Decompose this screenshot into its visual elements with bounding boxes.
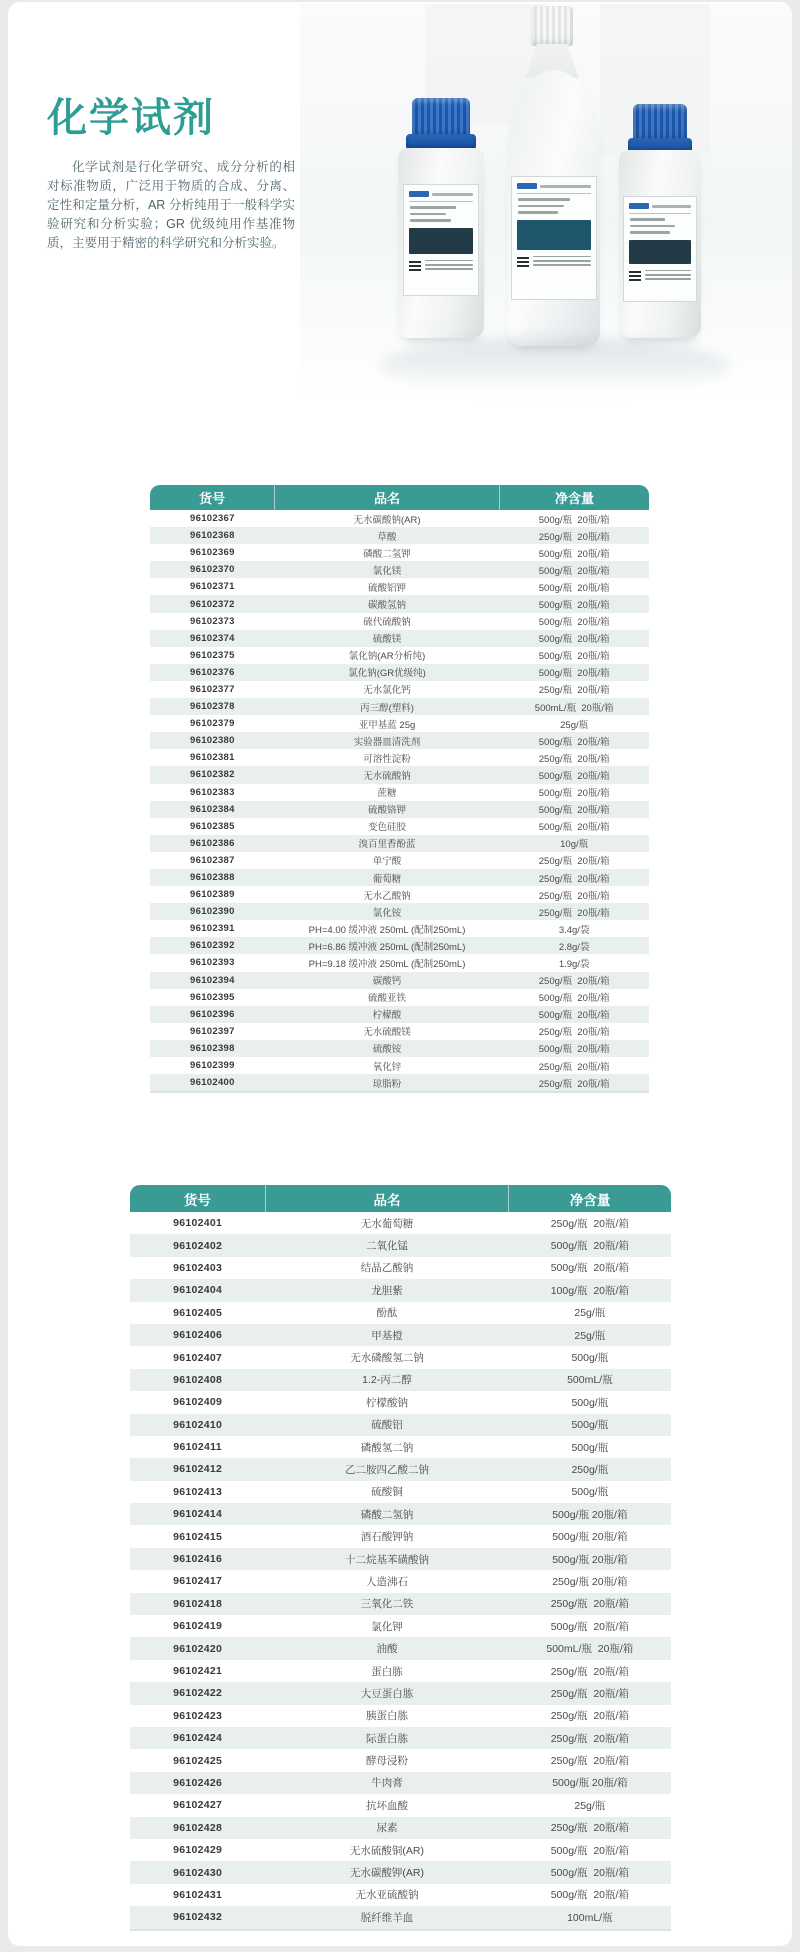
- cell-quantity: 500g/瓶 20瓶/箱: [550, 1240, 629, 1253]
- cell-name: 无水磷酸氢二钠: [350, 1352, 424, 1365]
- cell-quantity: 250g/瓶 20瓶/箱: [538, 976, 610, 988]
- table-row: [150, 852, 649, 869]
- cell-code: 96102398: [190, 1042, 235, 1054]
- cell-code: 96102376: [190, 666, 235, 678]
- cell-name: 蔗糖: [377, 788, 397, 800]
- cell-code: 96102386: [190, 837, 235, 849]
- table-row: [150, 972, 649, 989]
- cell-quantity: 500g/瓶 20瓶/箱: [538, 736, 610, 748]
- cell-code: 96102399: [190, 1060, 235, 1072]
- cell-code: 96102409: [173, 1396, 223, 1409]
- cell-quantity: 500g/瓶 20瓶/箱: [550, 1620, 629, 1633]
- cell-quantity: 500g/瓶 20瓶/箱: [550, 1262, 629, 1275]
- cell-code: 96102403: [173, 1261, 223, 1274]
- cell-quantity: 500g/瓶 20瓶/箱: [552, 1508, 628, 1521]
- cell-code: 96102406: [173, 1329, 223, 1342]
- cell-name: 硫代硫酸钠: [363, 617, 411, 629]
- bottle-middle-label: [511, 176, 597, 300]
- table-row: [150, 715, 649, 732]
- cell-quantity: 1.9g/袋: [558, 958, 590, 970]
- table-row: [150, 920, 649, 937]
- cell-code: 96102377: [190, 683, 235, 695]
- cell-quantity: 500g/瓶 20瓶/箱: [538, 600, 610, 612]
- cell-name: 1.2-丙二醇: [362, 1374, 412, 1387]
- cell-name: 硫酸铵: [372, 1044, 402, 1056]
- cell-code: 96102418: [173, 1597, 223, 1610]
- cell-name: 无水硫酸钠: [363, 770, 411, 782]
- cell-code: 96102385: [190, 820, 235, 832]
- table-row: [130, 1705, 671, 1727]
- cell-quantity: 500mL/瓶: [567, 1374, 613, 1387]
- cell-code: 96102379: [190, 718, 235, 730]
- cell-quantity: 500g/瓶 20瓶/箱: [538, 582, 610, 594]
- cell-quantity: 10g/瓶: [560, 839, 589, 851]
- cell-code: 96102381: [190, 752, 235, 764]
- cell-quantity: 250g/瓶 20瓶/箱: [552, 1575, 628, 1588]
- cell-name: 硫酸镁: [372, 634, 402, 646]
- table-row: [150, 1040, 649, 1057]
- cell-quantity: 25g/瓶: [560, 719, 589, 731]
- label-dark-block: [409, 228, 473, 254]
- table-row: [130, 1257, 671, 1279]
- table-row: [150, 818, 649, 835]
- cell-quantity: 250g/瓶 20瓶/箱: [550, 1732, 629, 1745]
- table-row: [150, 1057, 649, 1074]
- cell-name: 单宁酸: [372, 856, 402, 868]
- cell-name: 无水氯化钙: [363, 685, 411, 697]
- table-row: [130, 1570, 671, 1592]
- table-row: [130, 1817, 671, 1839]
- cell-name: 磷酸二氢钾: [363, 548, 411, 560]
- table-row: [150, 578, 649, 595]
- table-row: [150, 937, 649, 954]
- table-row: [130, 1772, 671, 1794]
- table-row: [130, 1593, 671, 1615]
- table-header-row: [150, 485, 649, 510]
- bottle-left-label: [403, 184, 479, 296]
- label-logo-row: [517, 181, 591, 194]
- cell-code: 96102424: [173, 1732, 223, 1745]
- cell-code: 96102414: [173, 1508, 223, 1521]
- cell-quantity: 25g/瓶: [574, 1799, 606, 1812]
- cell-name: 无水硫酸铜(AR): [349, 1844, 425, 1857]
- cell-name: 硫酸铝: [371, 1419, 403, 1432]
- cell-name: 氯化铵: [372, 907, 402, 919]
- cell-code: 96102413: [173, 1485, 223, 1498]
- table-row: [150, 989, 649, 1006]
- cell-code: 96102391: [190, 923, 235, 935]
- cell-code: 96102384: [190, 803, 235, 815]
- table-row: [150, 698, 649, 715]
- brand-logo: [517, 183, 537, 189]
- cell-name: 柠檬酸: [372, 1010, 402, 1022]
- bottles-reflection: [380, 338, 730, 394]
- cell-quantity: 500g/瓶: [571, 1352, 609, 1365]
- cell-code: 96102428: [173, 1821, 223, 1834]
- cell-name: 际蛋白胨: [365, 1732, 408, 1745]
- cell-quantity: 250g/瓶 20瓶/箱: [550, 1217, 629, 1230]
- cell-code: 96102393: [190, 957, 235, 969]
- cell-quantity: 500g/瓶 20瓶/箱: [538, 805, 610, 817]
- cell-quantity: 500g/瓶 20瓶/箱: [552, 1777, 628, 1790]
- table-row: [130, 1884, 671, 1906]
- cell-code: 96102396: [190, 1008, 235, 1020]
- cell-code: 96102387: [190, 854, 235, 866]
- cell-code: 96102415: [173, 1530, 223, 1543]
- table-row: [130, 1324, 671, 1346]
- cell-code: 96102382: [190, 769, 235, 781]
- table-row: [130, 1391, 671, 1413]
- cell-quantity: 250g/瓶 20瓶/箱: [538, 1061, 610, 1073]
- cell-name: 硫酸铬钾: [368, 805, 407, 817]
- table-row: [130, 1682, 671, 1704]
- cell-name: 可溶性淀粉: [363, 753, 411, 765]
- label-dark-block: [629, 240, 691, 264]
- table-body: [130, 1212, 671, 1931]
- cell-name: 氯化钠(AR分析纯): [348, 651, 426, 663]
- cell-quantity: 500g/瓶: [571, 1441, 609, 1454]
- cell-code: 96102430: [173, 1866, 223, 1879]
- table-row: [130, 1481, 671, 1503]
- cell-name: 磷酸二氢钠: [360, 1508, 414, 1521]
- table-row: [150, 801, 649, 818]
- bottle-middle-cap: [531, 6, 573, 46]
- cell-name: 无水硫酸镁: [363, 1027, 411, 1039]
- cell-code: 96102389: [190, 889, 235, 901]
- table-row: [150, 903, 649, 920]
- column-header: 净含量: [508, 1185, 671, 1212]
- cell-quantity: 500g/瓶 20瓶/箱: [538, 548, 610, 560]
- cell-code: 96102407: [173, 1351, 223, 1364]
- cell-code: 96102373: [190, 615, 235, 627]
- cell-code: 96102417: [173, 1575, 223, 1588]
- table-row: [150, 510, 649, 527]
- table-row: [150, 886, 649, 903]
- cell-name: 亚甲基蓝 25g: [358, 719, 416, 731]
- cell-code: 96102369: [190, 547, 235, 559]
- cell-name: 胰蛋白胨: [365, 1710, 408, 1723]
- cell-quantity: 2.8g/袋: [558, 941, 590, 953]
- cell-name: 碳酸氢钠: [368, 600, 407, 612]
- cell-name: 尿素: [376, 1822, 398, 1835]
- table-row: [130, 1727, 671, 1749]
- cell-quantity: 500g/瓶 20瓶/箱: [538, 822, 610, 834]
- table-row: [150, 527, 649, 544]
- table-row: [150, 749, 649, 766]
- cell-name: PH=4.00 缓冲液 250mL (配制250mL): [308, 924, 466, 936]
- cell-quantity: 500g/瓶 20瓶/箱: [538, 993, 610, 1005]
- cell-quantity: 250g/瓶 20瓶/箱: [538, 753, 610, 765]
- cell-quantity: 500g/瓶 20瓶/箱: [550, 1844, 629, 1857]
- cell-code: 96102425: [173, 1754, 223, 1767]
- cell-quantity: 500g/瓶: [571, 1419, 609, 1432]
- cell-code: 96102429: [173, 1844, 223, 1857]
- cell-code: 96102432: [173, 1911, 223, 1924]
- cell-name: 无水碳酸钾(AR): [349, 1867, 425, 1880]
- brand-logo: [629, 203, 649, 209]
- cell-code: 96102390: [190, 906, 235, 918]
- cell-code: 96102368: [190, 530, 235, 542]
- table-row: [130, 1794, 671, 1816]
- cell-quantity: 500g/瓶 20瓶/箱: [538, 1044, 610, 1056]
- cell-name: 琼脂粉: [372, 1078, 402, 1090]
- cell-code: 96102383: [190, 786, 235, 798]
- table-row: [150, 630, 649, 647]
- cell-quantity: 250g/瓶 20瓶/箱: [538, 531, 610, 543]
- cell-quantity: 25g/瓶: [574, 1307, 606, 1320]
- table-row: [130, 1369, 671, 1391]
- cell-code: 96102367: [190, 513, 235, 525]
- table-row: [130, 1615, 671, 1637]
- table-row: [130, 1749, 671, 1771]
- cell-name: 十二烷基苯磺酸钠: [344, 1553, 429, 1566]
- cell-quantity: 500g/瓶 20瓶/箱: [538, 565, 610, 577]
- cell-quantity: 250g/瓶 20瓶/箱: [538, 685, 610, 697]
- cell-name: 硫酸亚铁: [368, 993, 407, 1005]
- cell-name: 蛋白胨: [371, 1665, 403, 1678]
- cell-name: 硫酸铝钾: [368, 582, 407, 594]
- table-row: [150, 784, 649, 801]
- table-row: [150, 1023, 649, 1040]
- brand-logo: [409, 191, 429, 197]
- cell-name: 油酸: [376, 1643, 398, 1656]
- column-header: 品名: [265, 1185, 509, 1212]
- cell-quantity: 500mL/瓶 20瓶/箱: [546, 1643, 634, 1656]
- cell-code: 96102423: [173, 1709, 223, 1722]
- cell-quantity: 500g/瓶 20瓶/箱: [538, 651, 610, 663]
- table-row: [150, 1006, 649, 1023]
- cell-name: 甲基橙: [371, 1329, 403, 1342]
- cell-code: 96102375: [190, 649, 235, 661]
- cell-name: 无水亚硫酸钠: [355, 1889, 419, 1902]
- cell-name: 二氧化锰: [365, 1240, 408, 1253]
- table-header-row: [130, 1185, 671, 1212]
- table-row: [130, 1414, 671, 1436]
- cell-name: 碳酸钙: [372, 976, 402, 988]
- cell-code: 96102372: [190, 598, 235, 610]
- product-photo: [300, 4, 792, 404]
- cell-name: 葡萄糖: [372, 873, 402, 885]
- cell-quantity: 500g/瓶: [571, 1486, 609, 1499]
- cell-name: 氯化钠(GR优级纯): [348, 668, 426, 680]
- cell-name: 牛肉膏: [371, 1777, 403, 1790]
- cell-code: 96102401: [173, 1217, 223, 1230]
- table-row: [130, 1637, 671, 1659]
- cell-code: 96102408: [173, 1373, 223, 1386]
- cell-code: 96102370: [190, 564, 235, 576]
- cell-quantity: 500g/瓶 20瓶/箱: [538, 617, 610, 629]
- table-body: [150, 510, 649, 1093]
- cell-quantity: 250g/瓶 20瓶/箱: [550, 1822, 629, 1835]
- table-row: [130, 1346, 671, 1368]
- cell-code: 96102400: [190, 1077, 235, 1089]
- label-dark-block: [517, 220, 591, 250]
- cell-code: 96102388: [190, 872, 235, 884]
- column-header: 净含量: [499, 485, 649, 510]
- cell-code: 96102392: [190, 940, 235, 952]
- cell-quantity: 500g/瓶 20瓶/箱: [550, 1889, 629, 1902]
- cell-name: 实验器皿清洗剂: [353, 736, 421, 748]
- table-row: [130, 1302, 671, 1324]
- cell-name: 氯化镁: [372, 565, 402, 577]
- cell-name: 酚酞: [376, 1307, 398, 1320]
- table-row: [130, 1436, 671, 1458]
- table-row: [130, 1279, 671, 1301]
- cell-code: 96102397: [190, 1025, 235, 1037]
- table-row: [150, 681, 649, 698]
- cell-name: 结晶乙酸钠: [360, 1262, 414, 1275]
- cell-quantity: 100g/瓶 20瓶/箱: [550, 1284, 629, 1297]
- table-row: [130, 1525, 671, 1547]
- table-row: [150, 664, 649, 681]
- cell-quantity: 500g/瓶 20瓶/箱: [538, 770, 610, 782]
- cell-quantity: 500g/瓶 20瓶/箱: [552, 1531, 628, 1544]
- table-row: [150, 732, 649, 749]
- cell-name: 酵母浸粉: [365, 1755, 408, 1768]
- cell-quantity: 250g/瓶 20瓶/箱: [538, 890, 610, 902]
- product-table-1: [150, 485, 649, 1093]
- cell-code: 96102380: [190, 735, 235, 747]
- label-logo-row: [409, 189, 473, 202]
- cell-quantity: 250g/瓶 20瓶/箱: [550, 1755, 629, 1768]
- cell-code: 96102420: [173, 1642, 223, 1655]
- cell-name: 无水碳酸钠(AR): [353, 514, 421, 526]
- cell-name: 磷酸氢二钠: [360, 1441, 414, 1454]
- table-row: [150, 613, 649, 630]
- cell-quantity: 250g/瓶 20瓶/箱: [550, 1665, 629, 1678]
- table-row: [150, 647, 649, 664]
- table-row: [130, 1458, 671, 1480]
- cell-quantity: 500g/瓶 20瓶/箱: [550, 1867, 629, 1880]
- cell-code: 96102371: [190, 581, 235, 593]
- cell-code: 96102404: [173, 1284, 223, 1297]
- bottle-right-label: [623, 196, 697, 302]
- cell-quantity: 250g/瓶 20瓶/箱: [550, 1710, 629, 1723]
- cell-quantity: 250g/瓶 20瓶/箱: [538, 1027, 610, 1039]
- cell-name: 人造沸石: [365, 1575, 408, 1588]
- cell-code: 96102410: [173, 1418, 223, 1431]
- cell-name: PH=9.18 缓冲液 250mL (配制250mL): [308, 958, 466, 970]
- cell-quantity: 250g/瓶 20瓶/箱: [538, 907, 610, 919]
- cell-code: 96102431: [173, 1888, 223, 1901]
- cell-quantity: 25g/瓶: [574, 1329, 606, 1342]
- cell-code: 96102416: [173, 1553, 223, 1566]
- cell-code: 96102422: [173, 1687, 223, 1700]
- cell-name: PH=6.86 缓冲液 250mL (配制250mL): [308, 941, 466, 953]
- table-row: [130, 1548, 671, 1570]
- cell-name: 无水乙酸钠: [363, 890, 411, 902]
- cell-quantity: 100mL/瓶: [567, 1911, 613, 1924]
- cell-name: 柠檬酸钠: [365, 1396, 408, 1409]
- qr-code: [517, 255, 529, 267]
- table-row: [130, 1212, 671, 1234]
- cell-code: 96102402: [173, 1239, 223, 1252]
- table-row: [150, 766, 649, 783]
- cell-name: 抗坏血酸: [365, 1799, 408, 1812]
- table-row: [130, 1234, 671, 1256]
- column-header: 货号: [199, 491, 226, 506]
- cell-quantity: 3.4g/袋: [558, 924, 590, 936]
- cell-name: 溴百里香酚蓝: [358, 839, 416, 851]
- cell-name: 氯化钾: [371, 1620, 403, 1633]
- table-row: [130, 1503, 671, 1525]
- table-row: [150, 561, 649, 578]
- product-table-2: [130, 1185, 671, 1931]
- label-logo-row: [629, 201, 691, 214]
- cell-code: 96102427: [173, 1799, 223, 1812]
- table-row: [150, 954, 649, 971]
- cell-name: 变色硅胶: [368, 822, 407, 834]
- page-title: 化学试剂: [47, 96, 215, 140]
- cell-name: 硫酸铜: [371, 1486, 403, 1499]
- cell-code: 96102426: [173, 1776, 223, 1789]
- table-row: [130, 1839, 671, 1861]
- cell-quantity: 250g/瓶 20瓶/箱: [538, 1078, 610, 1090]
- cell-name: 脱纤维羊血: [360, 1911, 414, 1924]
- cell-quantity: 500g/瓶 20瓶/箱: [538, 788, 610, 800]
- cell-code: 96102421: [173, 1665, 223, 1677]
- table-row: [150, 869, 649, 886]
- cell-name: 酒石酸钾钠: [360, 1531, 414, 1544]
- cell-code: 96102374: [190, 632, 235, 644]
- cell-quantity: 250g/瓶 20瓶/箱: [538, 873, 610, 885]
- cell-quantity: 500g/瓶 20瓶/箱: [538, 634, 610, 646]
- cell-name: 龙胆紫: [371, 1284, 403, 1297]
- cell-quantity: 500g/瓶 20瓶/箱: [552, 1553, 628, 1566]
- cell-code: 96102394: [190, 974, 235, 986]
- cell-quantity: 250g/瓶: [571, 1463, 609, 1476]
- table-row: [150, 1074, 649, 1091]
- cell-name: 大豆蛋白胨: [360, 1687, 414, 1700]
- cell-quantity: 250g/瓶 20瓶/箱: [550, 1598, 629, 1611]
- table-row: [130, 1660, 671, 1682]
- cell-code: 96102419: [173, 1620, 223, 1633]
- cell-code: 96102405: [173, 1306, 223, 1319]
- qr-code: [629, 269, 641, 281]
- qr-code: [409, 259, 421, 271]
- cell-quantity: 500g/瓶 20瓶/箱: [538, 514, 610, 526]
- cell-quantity: 250g/瓶 20瓶/箱: [550, 1687, 629, 1700]
- cell-quantity: 250g/瓶 20瓶/箱: [538, 856, 610, 868]
- cell-quantity: 500g/瓶 20瓶/箱: [538, 1010, 610, 1022]
- cell-name: 无水葡萄糖: [360, 1217, 414, 1230]
- cell-code: 96102411: [173, 1441, 222, 1454]
- column-header: 货号: [183, 1192, 211, 1208]
- table-row: [130, 1906, 671, 1928]
- cell-code: 96102395: [190, 991, 235, 1003]
- cell-code: 96102412: [173, 1463, 223, 1476]
- cell-quantity: 500mL/瓶 20瓶/箱: [534, 702, 614, 714]
- table-row: [150, 595, 649, 612]
- cell-code: 96102378: [190, 701, 235, 713]
- cell-quantity: 500g/瓶: [571, 1396, 609, 1409]
- cell-name: 三氧化二铁: [360, 1598, 414, 1611]
- table-row: [130, 1861, 671, 1883]
- cell-quantity: 500g/瓶 20瓶/箱: [538, 668, 610, 680]
- cell-name: 草酸: [377, 531, 397, 543]
- cell-name: 氧化锌: [372, 1061, 402, 1073]
- cell-name: 乙二胺四乙酸二钠: [344, 1463, 429, 1476]
- intro-text: 化学试剂是行化学研究、成分分析的相对标准物质，广泛用于物质的合成、分离、定性和定量分析，AR 分析纯用于一般科学实验研究和分析实验；GR 优级纯用作基准物质，主要用于精密的科学研究和分析实验。: [47, 160, 295, 250]
- column-header: 品名: [274, 485, 499, 510]
- cell-name: 丙三醇(塑料): [360, 702, 414, 714]
- table-row: [150, 544, 649, 561]
- table-row: [150, 835, 649, 852]
